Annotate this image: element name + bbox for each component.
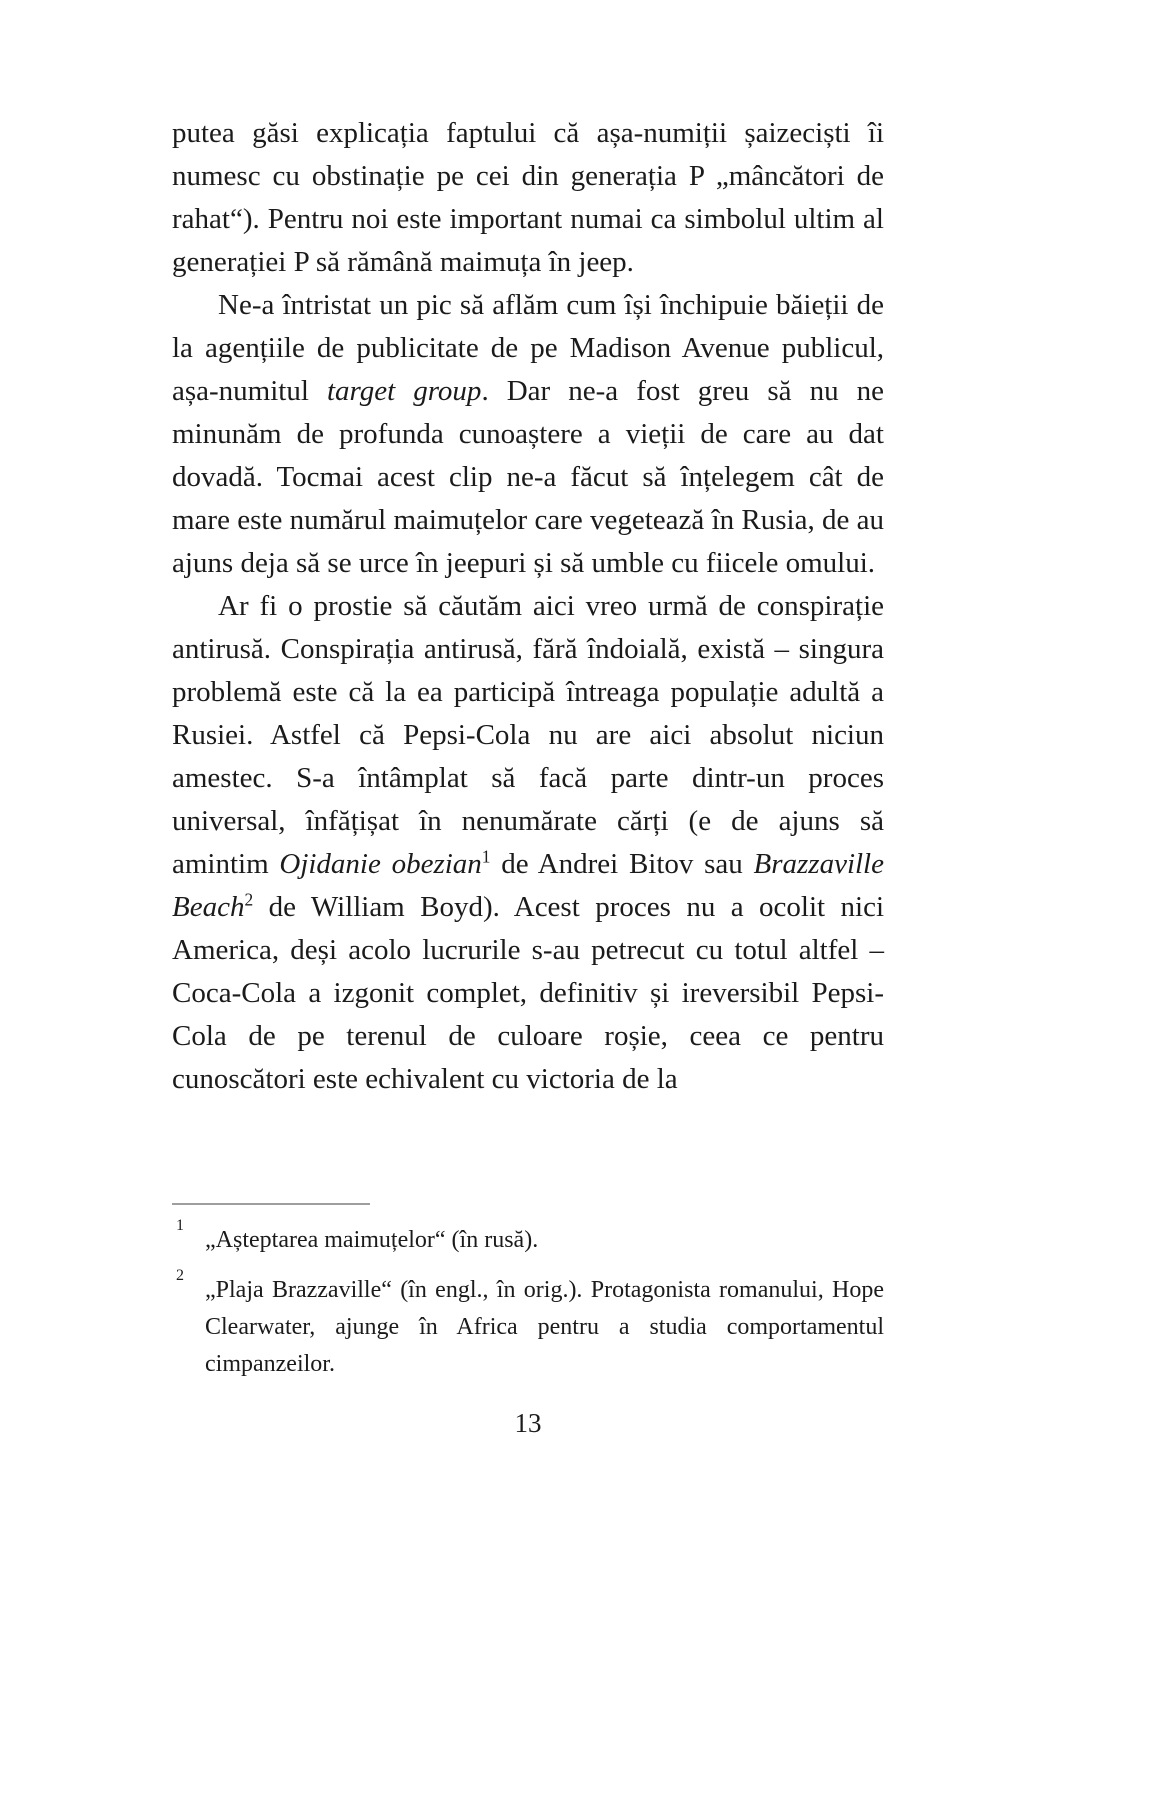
italic-text: Ojidanie obezian: [279, 848, 482, 880]
footnote-separator: [172, 1203, 370, 1205]
text-run: . Dar ne-a fost greu să nu ne minunăm de profunda cunoaștere a vieții de care au dat dovadă. Tocmai acest clip ne-a făcut să înțelegem cât de mare este numărul maimuțelor care vegetează în Rusia, de au ajuns deja să se urce în jeepuri și să umble cu fiicele omului.: [172, 375, 884, 579]
footnote-reference: 1: [481, 846, 491, 867]
footnote: 2 „Plaja Brazzaville“ (în engl., în orig.). Protagonista romanului, Hope Clearwater, ajunge în Africa pentru a studia comportamentul cimpanzeilor.: [176, 1267, 884, 1377]
text-run: Ne-a întristat un pic să aflăm cum își închipuie băieții de la agențiile de publicitate de pe Madison Avenue publicul, așa-numitul: [172, 289, 884, 407]
footnotes: [172, 1217, 884, 1396]
paragraph: [172, 284, 884, 585]
text-run: Ar fi o prostie să căutăm aici vreo urmă de conspirație antirusă. Conspirația antirusă, fără îndoială, există – singura problemă este că la ea participă întreaga populație adultă a Rusiei. Astfel că Pepsi-Cola nu are aici absolut niciun amestec. S-a întâmplat să facă parte dintr-un proces universal, înfățișat în nenumărate cărți (e de ajuns să amintim: [172, 590, 884, 880]
text-run: de Andrei Bitov sau: [490, 848, 754, 880]
footnote-reference: 2: [244, 889, 254, 910]
footnote: 1 „Așteptarea maimuțelor“ (în rusă).: [176, 1217, 539, 1253]
text-run: de William Boyd). Acest proces nu a ocolit nici America, deși acolo lucrurile s-au petrecut cu totul altfel – Coca-Cola a izgonit complet, definitiv și ireversibil Pepsi-Cola de pe terenul de culoare roșie, ceea ce pentru cunoscători este echivalent cu victoria de la: [172, 891, 884, 1095]
footnote-text: „Așteptarea maimuțelor“ (în rusă).: [205, 1227, 539, 1253]
italic-text: Brazzaville Beach: [172, 848, 884, 923]
footnote-text: „Plaja Brazzaville“ (în engl., în orig.). Protagonista romanului, Hope Clearwater, ajunge în Africa pentru a studia comportamentul cimpanzeilor.: [205, 1277, 884, 1377]
paragraph: [172, 112, 884, 284]
italic-text: target group: [326, 375, 482, 407]
paragraph: [172, 585, 884, 1101]
page-number: 13: [514, 1408, 542, 1438]
text-run: putea găsi explicația faptului că așa-numiții șaizeciști îi numesc cu obstinație pe cei din generația P „mâncători de rahat“). Pentru noi este important numai ca simbolul ultim al generației P să rămână maimuța în jeep.: [172, 117, 884, 278]
text-block: [172, 112, 884, 1101]
